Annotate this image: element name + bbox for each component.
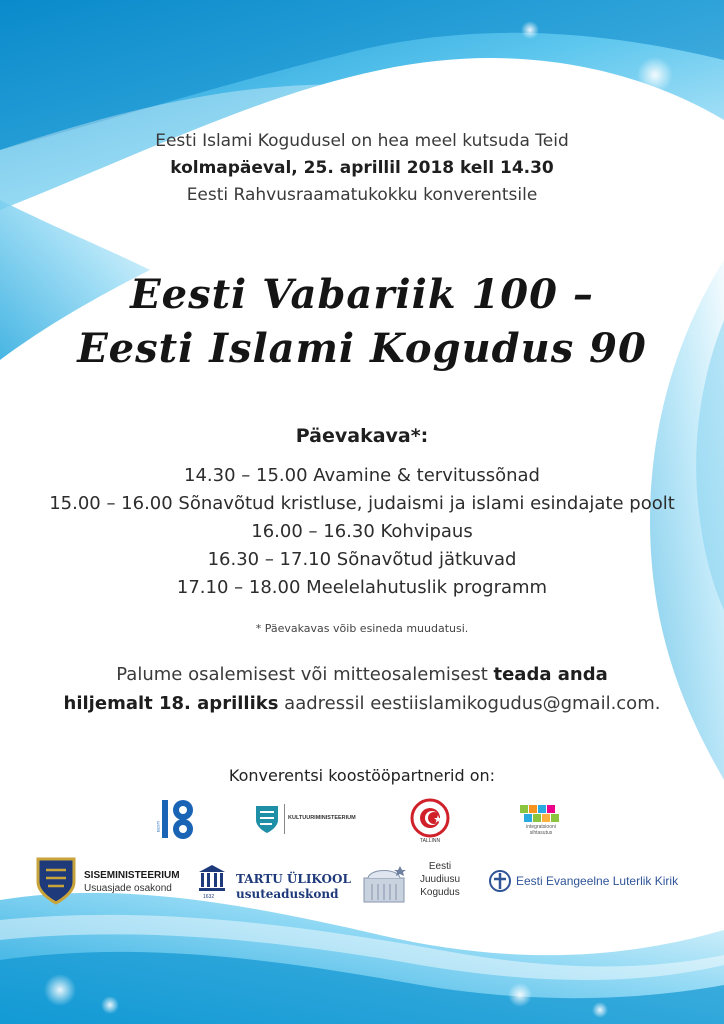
kultuur-label: KULTUURIMINISTEERIUM: [288, 815, 356, 821]
title-line-2: Eesti Islami Kogudus 90: [77, 325, 647, 372]
synagogue-icon: [360, 864, 408, 904]
eesti-100-logo: [152, 798, 202, 842]
event-title: [0, 268, 724, 376]
juudi-line-2: Juudiusu: [419, 874, 461, 885]
eelk-label: Eesti Evangeelne Luterlik Kirik: [516, 874, 679, 888]
state-crest-icon: [34, 856, 78, 906]
intro-line-venue: Eesti Rahvusraamatukokku konverentsile: [186, 185, 538, 205]
agenda-item: 15.00 – 16.00 Sõnavõtud kristluse, judaismi ja islami esindajate poolt: [49, 493, 675, 514]
intro-line-date: kolmapäeval, 25. aprillil 2018 kell 14.30: [170, 158, 554, 178]
agenda-note: * Päevakavas võib esineda muudatusi.: [255, 622, 469, 635]
intro-line-1: Eesti Islami Kogudusel on hea meel kutsuda Teid: [155, 131, 569, 151]
sise-sub: Usuasjade osakond: [84, 883, 172, 894]
tartu-name: TARTU ÜLIKOOL: [236, 872, 351, 886]
eelk-logo: [488, 868, 708, 896]
church-cross-icon: [488, 868, 512, 894]
juudi-line-1: Eesti: [428, 861, 452, 872]
crest-icon: [254, 804, 280, 834]
tartu-sub: usuteaduskond: [236, 887, 339, 901]
agenda-item: 14.30 – 15.00 Avamine & tervitussõnad: [184, 465, 540, 486]
siseministeerium-logo: [34, 856, 184, 906]
agenda-item: 17.10 – 18.00 Meelelahutuslik programm: [176, 577, 548, 598]
rsvp-part-2: teada anda: [493, 664, 608, 685]
rsvp-email: aadressil eestiislamikogudus@gmail.com.: [278, 693, 661, 714]
integratsioon-label: integratsiooni sihtasutus: [526, 824, 556, 836]
juudi-line-3: Kogudus: [420, 887, 460, 898]
partners-heading: Konverentsi koostööpartnerid on:: [228, 766, 496, 785]
agenda-list: [0, 462, 724, 602]
invitation-intro: [0, 128, 724, 209]
eesti-100-caption: EESTI: [155, 820, 161, 833]
sise-name: SISEMINISTEERIUM: [84, 870, 180, 881]
agenda-item: 16.00 – 16.30 Kohvipaus: [251, 521, 473, 542]
agenda-item: 16.30 – 17.10 Sõnavõtud jätkuvad: [207, 549, 517, 570]
tartu-year: 1632: [203, 894, 215, 900]
kultuuriministeerium-logo: [254, 804, 364, 836]
rsvp-part-1: Palume osalemisest või mitteosalemisest: [116, 664, 494, 685]
juudiusu-kogudus-logo: [360, 860, 470, 908]
agenda-heading: Päevakava*:: [295, 425, 429, 447]
rsvp-text: [0, 660, 724, 718]
tallinn-label: TALLINN: [419, 838, 441, 844]
tartu-ulikool-logo: [198, 864, 350, 904]
turkish-embassy-logo: [410, 798, 450, 848]
integratsiooni-logo: [518, 803, 564, 837]
university-building-icon: [198, 864, 226, 894]
rsvp-deadline: hiljemalt 18. aprilliks: [63, 693, 279, 714]
title-line-1: Eesti Vabariik 100 –: [130, 271, 594, 318]
